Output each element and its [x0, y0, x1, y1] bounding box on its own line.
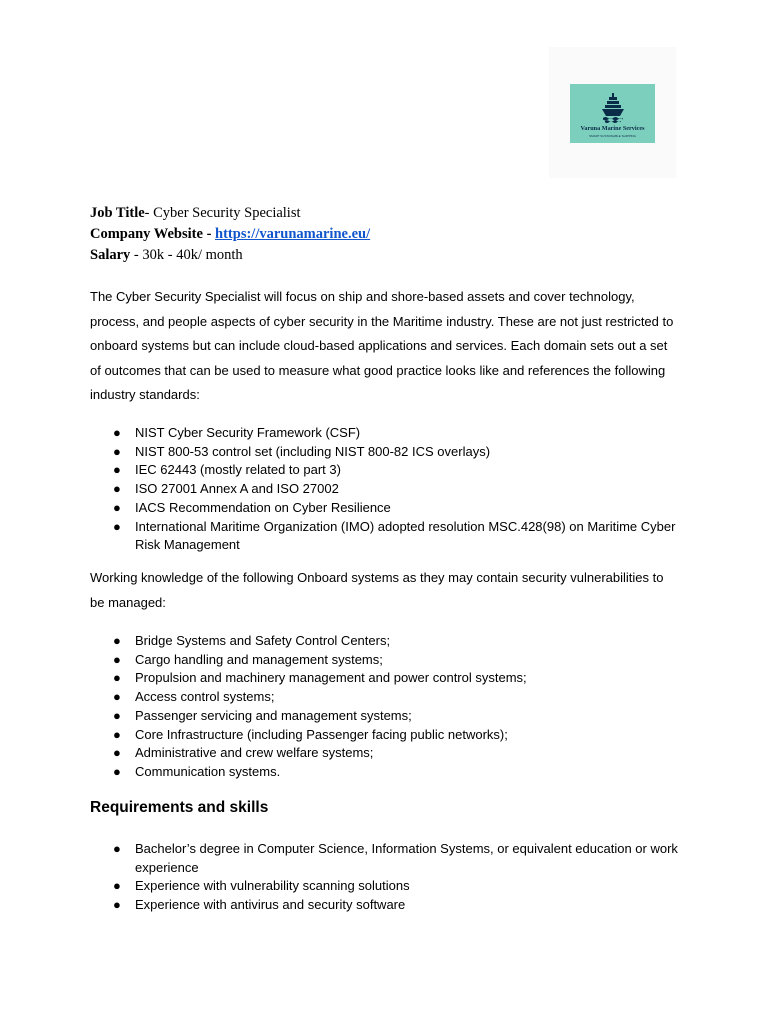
- list-item: ● IEC 62443 (mostly related to part 3): [90, 461, 680, 480]
- bullet-icon: ●: [113, 745, 121, 761]
- list-item: ● Propulsion and machinery management and power control systems;: [90, 669, 680, 688]
- job-title-label: Job Title: [90, 205, 145, 221]
- intro-paragraph: The Cyber Security Specialist will focus on ship and shore-based assets and cover technology, process, and people aspects of cyber security in the Maritime industry. These are not just restricted to onboard systems but can include cloud-based applications and services. Each domain sets out a set of outcomes that can be used to measure what good practice looks like and references the following industry standards:: [90, 289, 674, 402]
- ship-icon: [602, 93, 624, 123]
- company-website-label: Company Website: [90, 226, 203, 242]
- bullet-icon: ●: [113, 689, 121, 705]
- bullet-icon: ●: [113, 425, 121, 440]
- list-item: ● Cargo handling and management systems;: [90, 651, 680, 670]
- bullet-icon: ●: [113, 763, 121, 779]
- list-item: ● Experience with vulnerability scanning solutions: [90, 877, 680, 896]
- systems-list: [90, 632, 680, 782]
- bullet-icon: ●: [113, 878, 121, 894]
- logo-tagline: SMART SUSTAINABLE SHIPPING: [589, 134, 636, 138]
- salary-row: [90, 245, 370, 266]
- bullet-icon: ●: [113, 897, 121, 913]
- job-title-value: - Cyber Security Specialist: [144, 205, 301, 221]
- bullet-icon: ●: [113, 707, 121, 723]
- standards-list: [90, 424, 680, 555]
- list-item: ● NIST Cyber Security Framework (CSF): [90, 424, 680, 443]
- list-item: ● ISO 27001 Annex A and ISO 27002: [90, 480, 680, 499]
- requirements-heading: Requirements and skills: [90, 799, 269, 816]
- bullet-icon: ●: [113, 726, 121, 742]
- list-item: ● NIST 800-53 control set (including NIST 800-82 ICS overlays): [90, 443, 680, 462]
- bullet-icon: ●: [113, 651, 121, 667]
- company-website-separator: -: [202, 226, 216, 242]
- list-item: ● Administrative and crew welfare systems;: [90, 744, 680, 763]
- job-title-row: [90, 203, 370, 224]
- bullet-icon: ●: [113, 841, 121, 856]
- list-item: ● Bachelor’s degree in Computer Science, Information Systems, or equivalent education or work experience: [113, 841, 678, 875]
- bullet-icon: ●: [113, 670, 121, 686]
- list-item: ● Passenger servicing and management systems;: [90, 707, 680, 726]
- requirements-list: [90, 840, 680, 915]
- list-item: ● Access control systems;: [90, 688, 680, 707]
- salary-label: Salary: [90, 247, 131, 263]
- bullet-icon: ●: [113, 633, 121, 648]
- bullet-icon: ●: [113, 518, 121, 534]
- salary-value: - 30k - 40k/ month: [130, 247, 243, 263]
- list-item: ● Experience with antivirus and security software: [90, 896, 680, 915]
- logo-container: [549, 47, 676, 178]
- company-website-row: [90, 224, 370, 245]
- list-item: ● IACS Recommendation on Cyber Resilience: [90, 499, 680, 518]
- bullet-icon: ●: [113, 499, 121, 515]
- systems-intro-paragraph: Working knowledge of the following Onboard systems as they may contain security vulnerabilities to be managed:: [90, 570, 664, 610]
- logo-company-name: Varuna Marine Services: [580, 125, 645, 132]
- company-logo: [570, 84, 655, 143]
- list-item: ● Communication systems.: [90, 763, 680, 782]
- list-item: ● International Maritime Organization (IMO) adopted resolution MSC.428(98) on Maritime Cyber Risk Management: [113, 518, 676, 553]
- job-meta: [90, 203, 370, 266]
- bullet-icon: ●: [113, 462, 121, 478]
- company-website-link[interactable]: https://varunamarine.eu/: [215, 226, 371, 242]
- bullet-icon: ●: [113, 443, 121, 459]
- list-item: ● Bridge Systems and Safety Control Centers;: [90, 632, 680, 651]
- list-item: ● Core Infrastructure (including Passenger facing public networks);: [90, 726, 680, 745]
- bullet-icon: ●: [113, 481, 121, 497]
